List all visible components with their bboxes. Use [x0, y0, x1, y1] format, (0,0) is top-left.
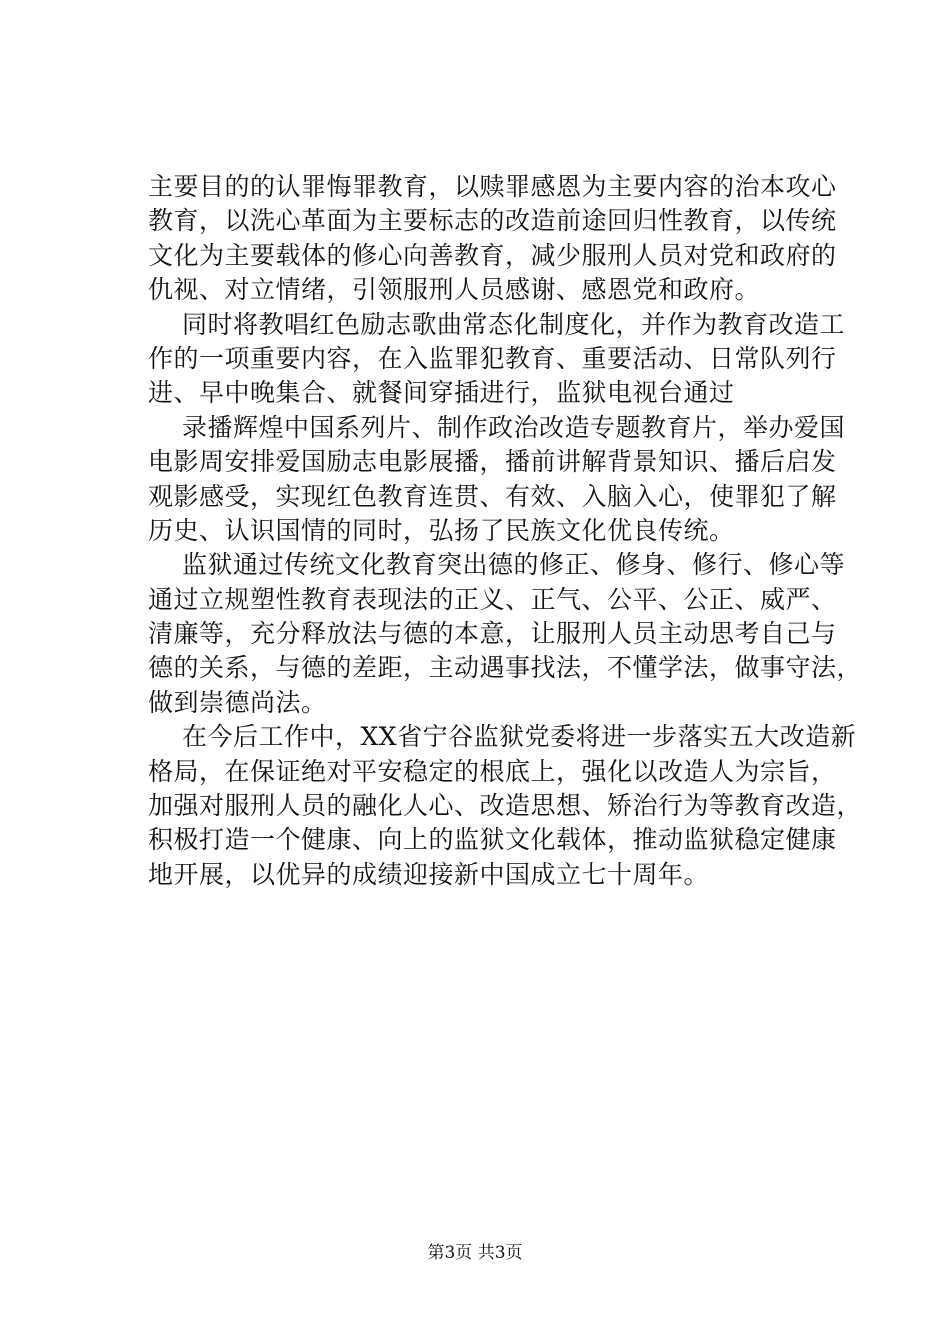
text-line: 仇视、对立情绪，引领服刑人员感谢、感恩党和政府。	[148, 275, 761, 305]
text-line: 加强对服刑人员的融化人心、改造思想、矫治行为等教育改造，	[148, 791, 863, 821]
text-line: 德的关系，与德的差距，主动遇事找法，不懂学法，做事守法，	[148, 653, 863, 683]
text-line: 通过立规塑性教育表现法的正义、正气、公平、公正、威严、	[148, 584, 837, 614]
text-line: 清廉等，充分释放法与德的本意，让服刑人员主动思考自己与	[148, 619, 837, 649]
text-line: 观影感受，实现红色教育连贯、有效、入脑入心，使罪犯了解	[148, 481, 837, 511]
text-line: 教育，以洗心革面为主要标志的改造前途回归性教育，以传统	[148, 206, 837, 236]
page-footer: 第3页 共3页	[427, 1243, 523, 1263]
text-line: 积极打造一个健康、向上的监狱文化载体，推动监狱稳定健康	[148, 825, 837, 855]
text-line: 历史、认识国情的同时，弘扬了民族文化优良传统。	[148, 515, 735, 545]
text-line: 地开展，以优异的成绩迎接新中国成立七十周年。	[148, 859, 710, 889]
text-line: 做到崇德尚法。	[148, 687, 327, 717]
paragraph-first-line: 录播辉煌中国系列片、制作政治改造专题教育片，举办爱国	[182, 412, 846, 442]
paragraph-first-line: 同时将教唱红色励志歌曲常态化制度化，并作为教育改造工	[182, 309, 846, 339]
text-line: 主要目的的认罪悔罪教育，以赎罪感恩为主要内容的治本攻心	[148, 172, 837, 201]
paragraph-first-line: 在今后工作中，XX省宁谷监狱党委将进一步落实五大改造新	[182, 722, 857, 752]
text-line: 文化为主要载体的修心向善教育，减少服刑人员对党和政府的	[148, 240, 837, 270]
text-line: 电影周安排爱国励志电影展播，播前讲解背景知识、播后启发	[148, 447, 837, 477]
document-body	[148, 170, 863, 892]
text-line: 格局，在保证绝对平安稳定的根底上，强化以改造人为宗旨，	[148, 756, 837, 786]
paragraph-first-line: 监狱通过传统文化教育突出德的修正、修身、修行、修心等	[182, 550, 846, 580]
text-line: 作的一项重要内容，在入监罪犯教育、重要活动、日常队列行	[148, 343, 837, 373]
text-line: 进、早中晚集合、就餐间穿插进行，监狱电视台通过	[148, 378, 735, 408]
